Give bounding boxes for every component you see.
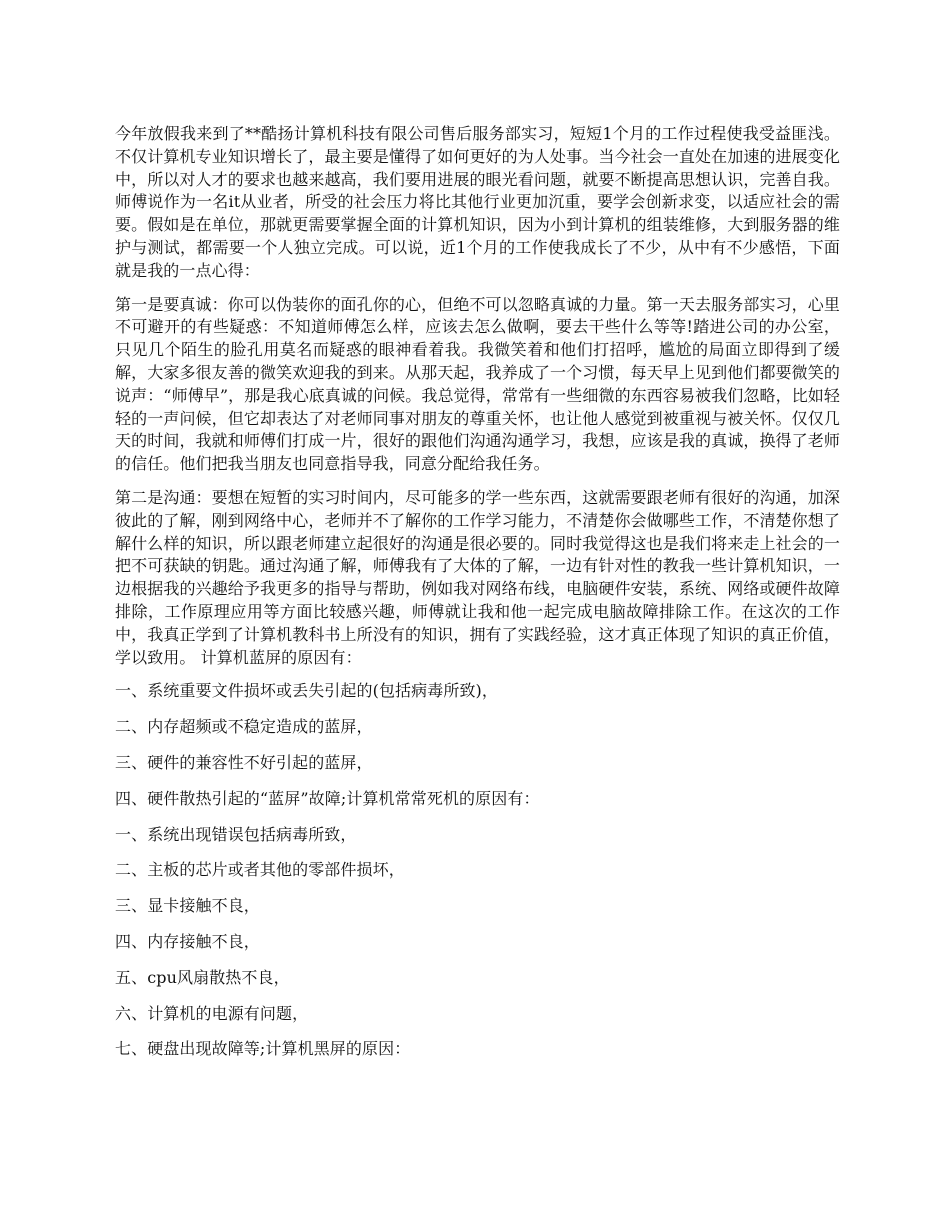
list-item: 三、显卡接触不良， bbox=[115, 896, 260, 916]
document-page bbox=[115, 123, 840, 1074]
list-item: 一、系统出现错误包括病毒所致， bbox=[115, 824, 357, 844]
paragraph-intro: 今年放假我来到了**酷扬计算机科技有限公司售后服务部实习，短短1个月的工作过程使我受益匪浅。不仅计算机专业知识增长了，最主要是懂得了如何更好的为人处事。当今社会一直处在加速的进展变化中，所以对人才的要求也越来越高，我们要用进展的眼光看问题，就要不断提高思想认识，完善自我。师傅说作为一名it从业者，所受的社会压力将比其他行业更加沉重，要学会创新求变，以适应社会的需要。假如是在单位，那就更需要掌握全面的计算机知识，因为小到计算机的组装维修，大到服务器的维护与测试，都需要一个人独立完成。可以说，近1个月的工作使我成长了不少，从中有不少感悟，下面就是我的一点心得： bbox=[115, 124, 840, 280]
paragraph-communication: 第二是沟通：要想在短暂的实习时间内，尽可能多的学一些东西，这就需要跟老师有很好的沟通，加深彼此的了解，刚到网络中心，老师并不了解你的工作学习能力，不清楚你会做哪些工作，不清楚你想了解什么样的知识，所以跟老师建立起很好的沟通是很必要的。同时我觉得这也是我们将来走上社会的一把不可获缺的钥匙。通过沟通了解，师傅我有了大体的了解，一边有针对性的教我一些计算机知识，一边根据我的兴趣给予我更多的指导与帮助，例如我对网络布线，电脑硬件安装，系统、网络或硬件故障排除，工作原理应用等方面比较感兴趣，师傅就让我和他一起完成电脑故障排除工作。在这次的工作中，我真正学到了计算机教科书上所没有的知识，拥有了实践经验，这才真正体现了知识的真正价值，学以致用。 计算机蓝屏的原因有： bbox=[115, 487, 840, 667]
list-item: 一、系统重要文件损坏或丢失引起的(包括病毒所致)， bbox=[115, 681, 498, 701]
list-item: 六、计算机的电源有问题， bbox=[115, 1003, 309, 1023]
paragraph-sincerity: 第一是要真诚：你可以伪装你的面孔你的心，但绝不可以忽略真诚的力量。第一天去服务部实习，心里不可避开的有些疑惑：不知道师傅怎么样，应该去怎么做啊，要去干些什么等等!踏进公司的办公室，只见几个陌生的脸孔用莫名而疑惑的眼神看着我。我微笑着和他们打招呼，尴尬的局面立即得到了缓解，大家多很友善的微笑欢迎我的到来。从那天起，我养成了一个习惯，每天早上见到他们都要微笑的说声：“师傅早”，那是我心底真诚的问候。我总觉得，常常有一些细微的东西容易被我们忽略，比如轻轻的一声问候，但它却表达了对老师同事对朋友的尊重关怀，也让他人感觉到被重视与被关怀。仅仅几天的时间，我就和师傅们打成一片，很好的跟他们沟通沟通学习，我想，应该是我的真诚，换得了老师的信任。他们把我当朋友也同意指导我，同意分配给我任务。 bbox=[115, 294, 840, 474]
list-item: 四、内存接触不良， bbox=[115, 931, 260, 951]
list-item: 二、内存超频或不稳定造成的蓝屏， bbox=[115, 717, 373, 737]
list-item: 七、硬盘出现故障等;计算机黑屏的原因： bbox=[115, 1039, 411, 1059]
list-item: 三、硬件的兼容性不好引起的蓝屏， bbox=[115, 752, 373, 772]
list-item: 五、cpu风扇散热不良， bbox=[115, 967, 290, 987]
list-item: 四、硬件散热引起的“蓝屏”故障;计算机常常死机的原因有： bbox=[115, 788, 540, 808]
list-item: 二、主板的芯片或者其他的零部件损坏， bbox=[115, 860, 405, 880]
